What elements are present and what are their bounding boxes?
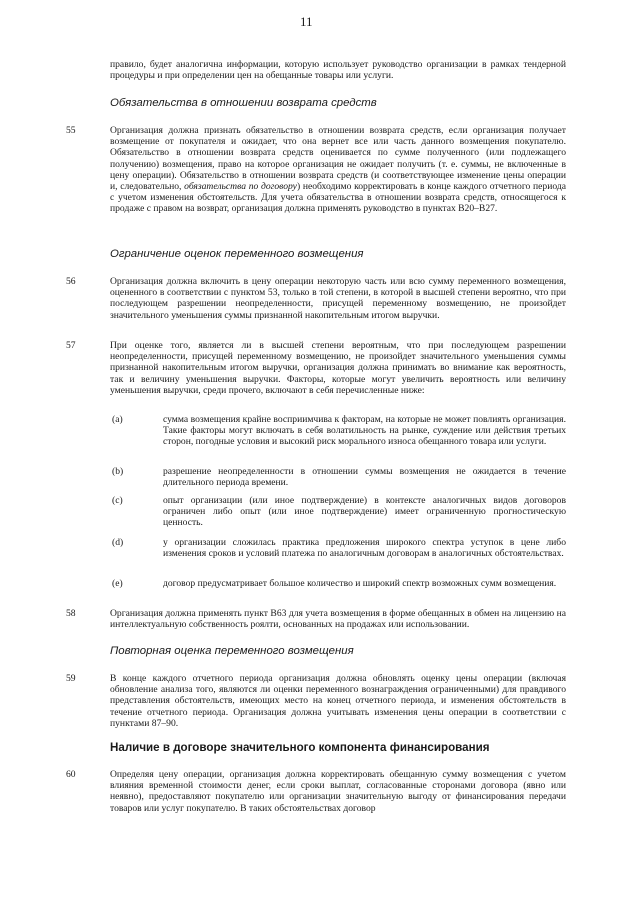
list-item-label-d: (d)	[112, 537, 124, 548]
paragraph-55-emphasis: обязательства по договору	[184, 181, 297, 193]
list-item-d-text: у организации сложилась практика предложения широкого спектра уступок в цене либо изменения сроков и условий платежа по аналогичным договорам в аналогичных обстоятельствах.	[163, 537, 566, 560]
section-heading-reassessment: Повторная оценка переменного возмещения	[110, 645, 354, 657]
intro-text: правило, будет аналогична информации, которую использует руководство организации в рамках тендерной процедуры и при определении цен на обещанные товары или услуги.	[110, 59, 566, 82]
paragraph-58	[110, 608, 566, 630]
intro-paragraph	[110, 59, 566, 81]
list-item-a-text: сумма возмещения крайне восприимчива к факторам, на которые не может повлиять организация. Такие факторы могут включать в себя волатильность на рынке, суждение или действия третьих сторон, погодные условия и высокий риск морального износа обещанного товара или услуги.	[163, 414, 566, 448]
section-heading-refund-liabilities: Обязательства в отношении возврата средств	[110, 97, 377, 109]
list-item-c-text: опыт организации (или иное подтверждение) в контексте аналогичных видов договоров ограничен либо опыт (или иное подтверждение) имеет ограниченную прогностическую ценность.	[163, 495, 566, 529]
paragraph-57-text: При оценке того, является ли в высшей степени вероятным, что при последующем разрешении неопределенности, присущей переменному возмещению, не произойдет значительного уменьшения суммы признанной накопительным итогом выручки, организация должна принимать во внимание как вероятность, так и величину уменьшения выручки. Факторы, которые могут увеличить вероятность или величину уменьшения выручки, среди прочего, включают в себя перечисленные ниже:	[110, 340, 566, 396]
list-item-b-text: разрешение неопределенности в отношении суммы возмещения не ожидается в течение длительного периода времени.	[163, 466, 566, 489]
list-item-label-c: (c)	[112, 495, 123, 506]
page-number: 11	[300, 14, 313, 29]
paragraph-59	[110, 673, 566, 729]
list-item-label-a: (a)	[112, 414, 123, 425]
list-item-e	[163, 578, 566, 589]
list-item-label-e: (e)	[112, 578, 123, 589]
paragraph-number-59: 59	[66, 673, 76, 684]
paragraph-number-56: 56	[66, 276, 76, 287]
paragraph-55-text-a: Организация должна признать обязательство в отношении возврата средств, если организация получает возмещение от покупателя и ожидает, что она вернет все или часть данного возмещения покупателю. Обязательство в отношении возврата средств оценивается по сумме полученного (или подлежащего получению) возмещения, право на которое организация не ожидает получить (т. е. суммы, не включенные в цену операции). Обязательство в отношении возврата средств (и соответствующее изменение цены операции и, следовательно,	[110, 125, 566, 193]
list-item-e-text: договор предусматривает большое количество и широкий спектр возможных сумм возмещения.	[163, 578, 557, 589]
paragraph-59-text: В конце каждого отчетного периода организация должна обновлять оценку цены операции (включая обновление анализа того, являются ли оценки переменного вознаграждения ограниченными) для правдивого представления обстоятельств, имеющих место на конец отчетного периода, и изменения обстоятельств в течение отчетного периода. Организация должна учитывать изменения цены операции в соответствии с пунктами 87–90.	[110, 673, 566, 729]
paragraph-number-60: 60	[66, 769, 76, 780]
list-item-c	[163, 495, 566, 529]
paragraph-55-text-b: ) необходимо корректировать в конце каждого отчетного периода с учетом изменения обстоятельств. Для учета обязательства в отношении возврата средств, относящегося к продаже с правом на возврат, организация должна применять руководство в пунктах B20–B27.	[110, 181, 566, 215]
paragraph-56	[110, 276, 566, 321]
list-item-d	[163, 537, 566, 559]
paragraph-number-58: 58	[66, 608, 76, 619]
paragraph-56-text: Организация должна включить в цену операции некоторую часть или всю сумму переменного возмещения, оцененного в соответствии с пунктом 53, только в той степени, в которой в высшей степени вероятно, что при последующем разрешении неопределенности, присущей переменному возмещению, не произойдет значительного уменьшения суммы признанной накопительным итогом выручки.	[110, 276, 566, 321]
list-item-b	[163, 466, 566, 488]
paragraph-60-text: Определяя цену операции, организация должна корректировать обещанную сумму возмещения с учетом влияния временной стоимости денег, если сроки выплат, согласованные сторонами договора (явно или неявно), предоставляют покупателю или организации значительную выгоду от финансирования передачи товаров или услуг покупателю. В таких обстоятельствах договор	[110, 769, 566, 814]
paragraph-55-text	[110, 125, 566, 215]
paragraph-number-57: 57	[66, 340, 76, 351]
paragraph-58-text: Организация должна применять пункт B63 для учета возмещения в форме обещанных в обмен на лицензию на интеллектуальную собственность роялти, основанных на продажах или использовании.	[110, 608, 566, 631]
list-item-label-b: (b)	[112, 466, 124, 477]
paragraph-57	[110, 340, 566, 396]
section-heading-financing-component: Наличие в договоре значительного компонента финансирования	[110, 741, 490, 754]
paragraph-60	[110, 769, 566, 814]
list-item-a	[163, 414, 566, 448]
section-heading-constraining-estimates: Ограничение оценок переменного возмещения	[110, 248, 364, 260]
paragraph-number-55: 55	[66, 125, 76, 136]
paragraph-55	[110, 125, 566, 215]
